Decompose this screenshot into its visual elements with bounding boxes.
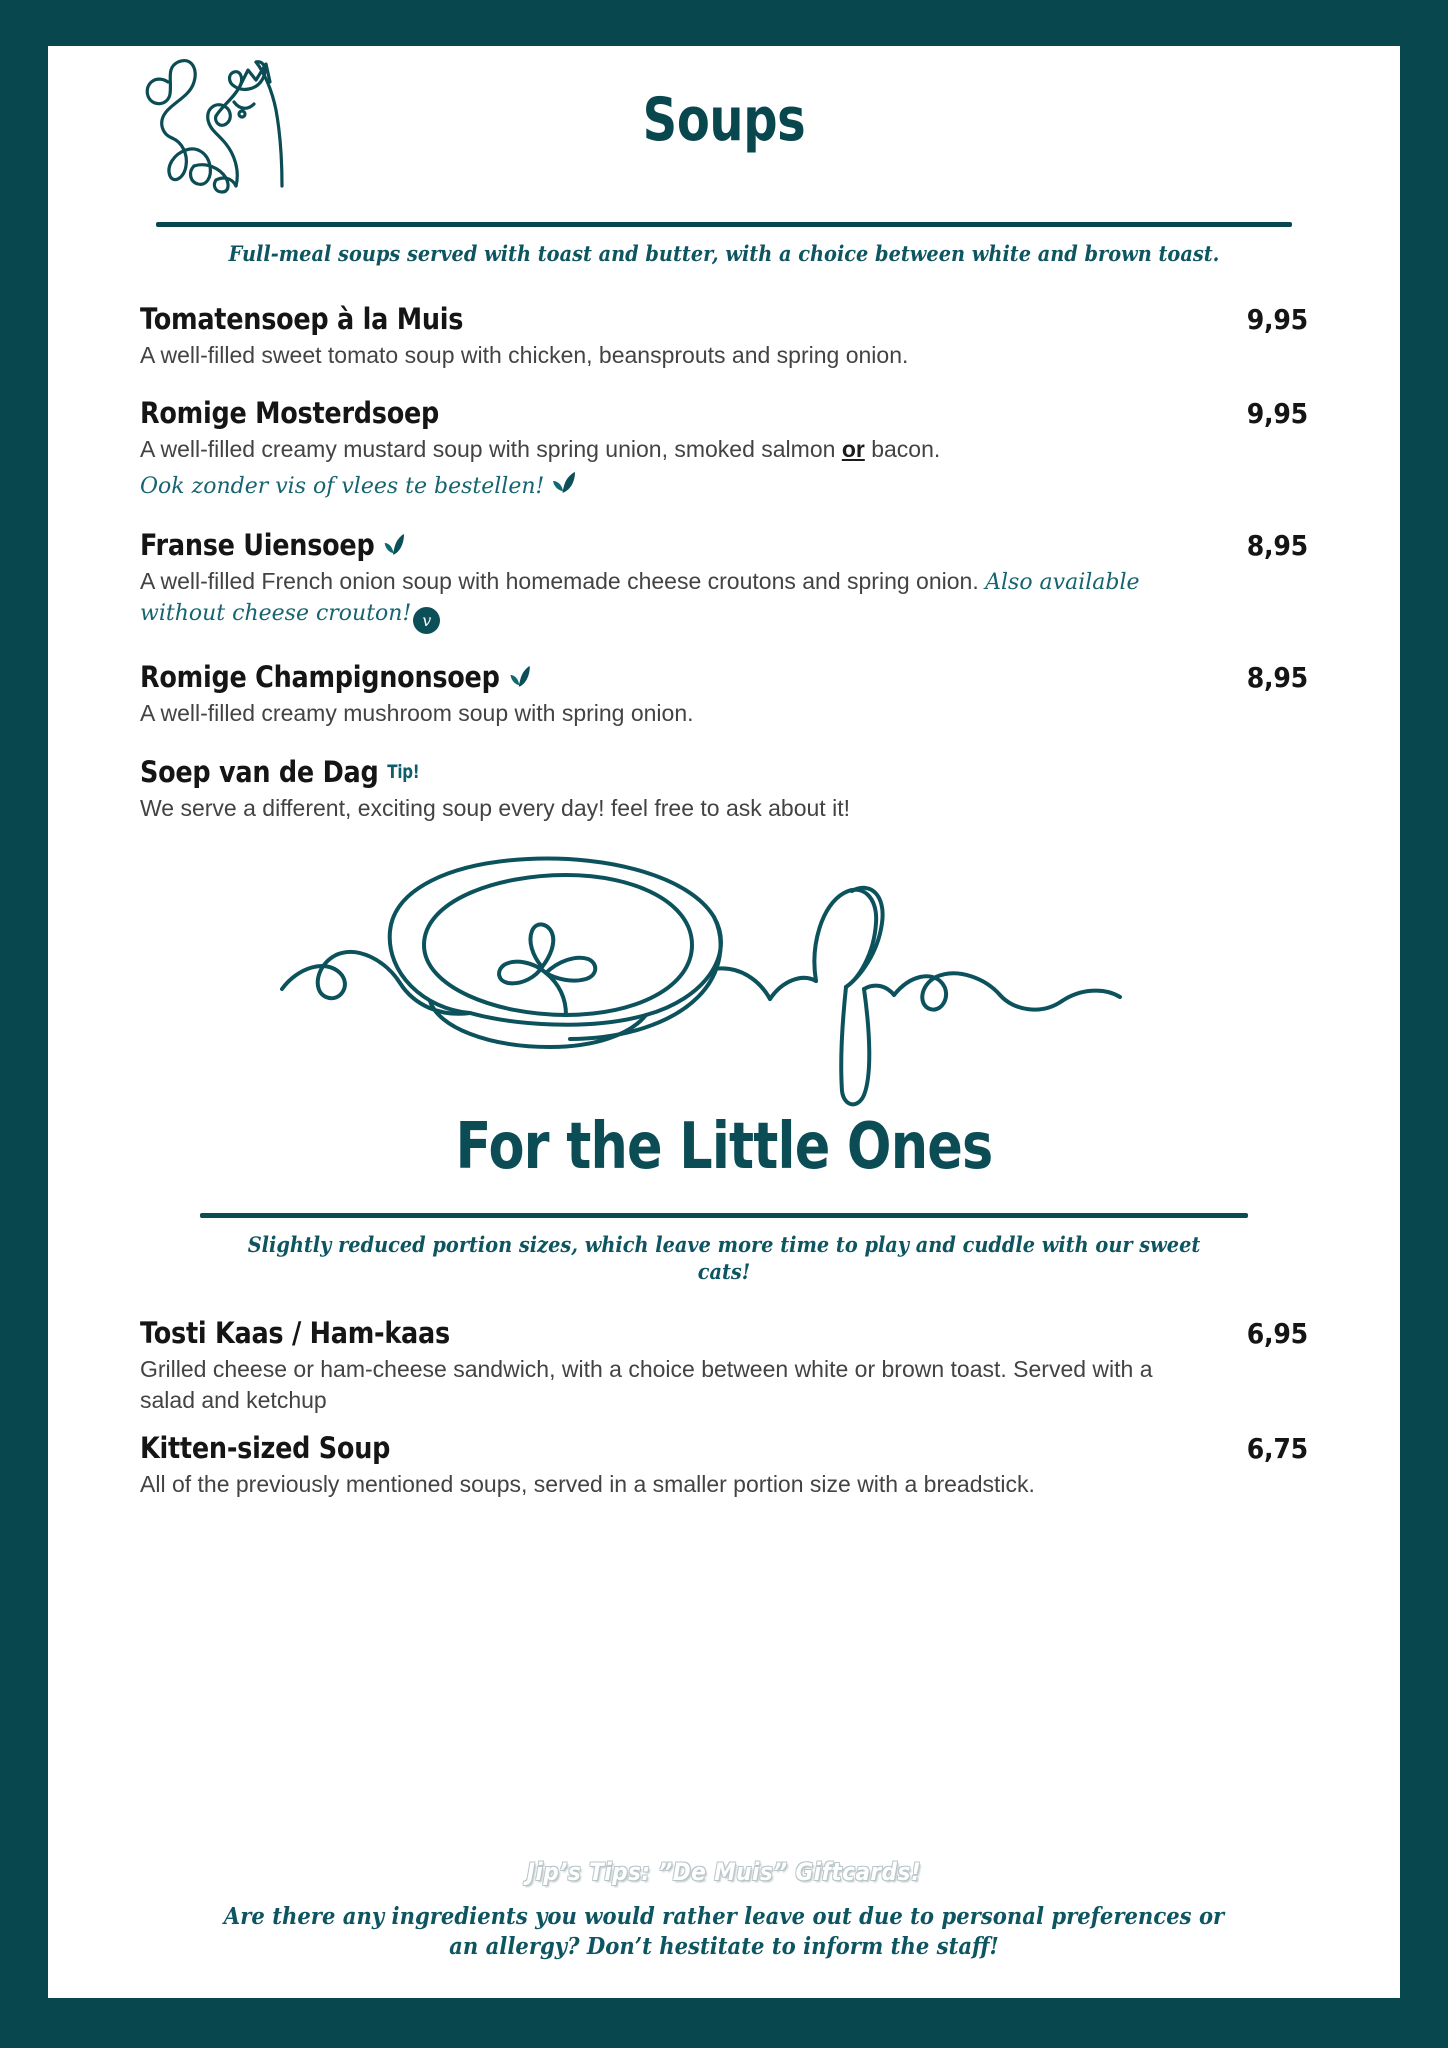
menu-item-name: Kitten-sized Soup bbox=[140, 1431, 391, 1466]
vegan-badge-icon: v bbox=[413, 607, 440, 634]
menu-item-name-text: Soep van de Dag bbox=[140, 754, 379, 789]
menu-item-name bbox=[140, 660, 533, 694]
menu-item[interactable] bbox=[140, 1316, 1308, 1415]
menu-item-name bbox=[140, 528, 408, 562]
menu-item-name-text: Franse Uiensoep bbox=[140, 527, 375, 562]
menu-item-header bbox=[140, 1431, 1308, 1465]
tip-badge: Tip! bbox=[387, 760, 420, 783]
giftcards-watermark: Jip’s Tips: ”De Muis” Giftcards! bbox=[526, 1858, 922, 1887]
menu-item-description: Grilled cheese or ham-cheese sandwich, with a choice between white or brown toast. Served with a salad and ketchup bbox=[140, 1356, 1153, 1413]
menu-item-price: 6,95 bbox=[1246, 1317, 1308, 1351]
menu-item-header bbox=[140, 528, 1308, 562]
soups-header bbox=[140, 46, 1308, 216]
menu-item-description: All of the previously mentioned soups, served in a smaller portion size with a breadstick. bbox=[140, 1471, 1035, 1498]
menu-item-header bbox=[140, 755, 1308, 789]
kids-section-subtitle: Slightly reduced portion sizes, which leave more time to play and cuddle with our sweet cats! bbox=[247, 1232, 1201, 1285]
menu-item-description: A well-filled sweet tomato soup with chicken, beansprouts and spring onion. bbox=[140, 341, 909, 368]
menu-item-header bbox=[140, 302, 1308, 336]
footer bbox=[48, 1858, 1400, 1962]
menu-item-price: 8,95 bbox=[1246, 661, 1308, 695]
description-text: A well-filled French onion soup with homemade cheese croutons and spring onion. bbox=[140, 567, 986, 594]
page-title: Soups bbox=[642, 85, 806, 155]
menu-item[interactable] bbox=[140, 302, 1308, 371]
menu-item-description bbox=[140, 566, 1170, 635]
menu-item[interactable] bbox=[140, 396, 1308, 501]
soups-subtitle: Full-meal soups served with toast and butter, with a choice between white and brown toast. bbox=[228, 241, 1220, 266]
menu-item[interactable] bbox=[140, 528, 1308, 635]
menu-sheet bbox=[48, 46, 1400, 1998]
soups-item-list bbox=[140, 268, 1308, 824]
menu-item-note: Ook zonder vis of vlees te bestellen! bbox=[140, 474, 545, 500]
menu-item-name: Romige Mosterdsoep bbox=[140, 396, 440, 431]
menu-item-name-text: Romige Champignonsoep bbox=[140, 660, 500, 695]
menu-item-name: Tomatensoep à la Muis bbox=[140, 301, 464, 336]
menu-item-price: 8,95 bbox=[1246, 528, 1308, 562]
menu-item-description: We serve a different, exciting soup every day! feel free to ask about it! bbox=[140, 794, 850, 821]
leaf-icon bbox=[507, 662, 533, 692]
menu-item-description: A well-filled creamy mushroom soup with spring onion. bbox=[140, 700, 694, 727]
menu-item-header bbox=[140, 396, 1308, 430]
kids-section-title: For the Little Ones bbox=[455, 1110, 993, 1185]
soup-bowl-with-spoon-line-art-icon bbox=[140, 849, 1308, 1119]
menu-item-price: 9,95 bbox=[1246, 397, 1308, 431]
leaf-icon bbox=[381, 530, 407, 560]
menu-item-price: 6,75 bbox=[1246, 1432, 1308, 1466]
menu-item[interactable] bbox=[140, 1431, 1308, 1500]
description-emphasis: or bbox=[841, 436, 865, 463]
menu-item-description bbox=[140, 434, 1170, 465]
description-part-two: bacon. bbox=[864, 436, 941, 463]
kids-item-list bbox=[140, 1286, 1308, 1500]
menu-item-note-row bbox=[140, 468, 1308, 502]
menu-item-header bbox=[140, 660, 1308, 694]
menu-item-name bbox=[140, 755, 421, 789]
allergy-notice: Are there any ingredients you would rather leave out due to personal preferences or an allergy? Don’t hestitate to inform the staff! bbox=[223, 1903, 1225, 1961]
leaf-icon bbox=[549, 468, 579, 498]
menu-item[interactable] bbox=[140, 660, 1308, 729]
menu-item-header bbox=[140, 1316, 1308, 1350]
menu-item-price: 9,95 bbox=[1246, 302, 1308, 336]
menu-item-note: Also available without cheese crouton! bbox=[140, 569, 1140, 627]
description-part-one: A well-filled creamy mustard soup with spring union, smoked salmon bbox=[140, 436, 842, 463]
menu-item-name: Tosti Kaas / Ham-kaas bbox=[140, 1316, 450, 1351]
menu-item[interactable] bbox=[140, 755, 1308, 824]
